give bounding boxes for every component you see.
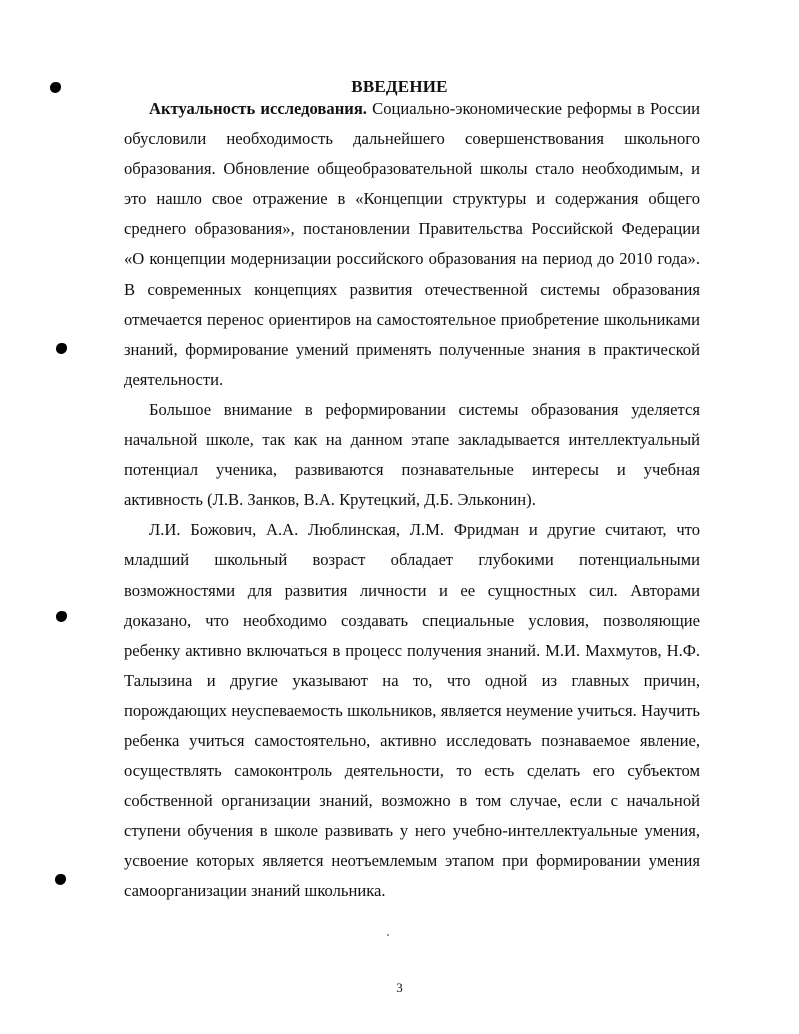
page-number: 3 xyxy=(396,980,403,995)
paragraph-researchers: Л.И. Божович, А.А. Люблинская, Л.М. Фридман и другие считают, что младший школьный возраст обладает глубокими потенциальными возможностями для развития личности и ее сущностных сил. Авторами доказано, что необходимо создавать специальные условия, позволяющие ребенку активно включаться в процесс получения знаний. М.И. Махмутов, Н.Ф. Талызина и другие указывают на то, что одной из главных причин, порождающих неуспеваемость школьников, является неумение учиться. Научить ребенка учиться самостоятельно, активно исследовать познаваемое явление, осуществлять самоконтроль деятельности, то есть сделать его субъектом собственной организации знаний, возможно в том случае, если с начальной ступени обучения в школе развивать у него учебно-интеллектуальные умения, усвоение которых является неотъемлемым этапом при формировании умения самоорганизации знаний школьника. xyxy=(124,520,700,901)
binder-hole-mark xyxy=(55,874,66,885)
paragraph-text: Социально-экономические реформы в России обусловили необходимость дальнейшего совершенствования школьного образования. Обновление общеобразовательной школы стало необходимым, и это нашло свое отражение в «Концепции структуры и содержания общего среднего образования», постановлении Правительства Российской Федерации «О концепции модернизации российского образования на период до 2010 года». В современных концепциях развития отечественной системы образования отмечается перенос ориентиров на самостоятельное приобретение школьниками знаний, формирование умений применять полученные знания в практической деятельности. xyxy=(124,99,700,389)
document-body xyxy=(124,94,700,907)
paragraph-primary-school: Большое внимание в реформировании системы образования уделяется начальной школе, так как на данном этапе закладывается интеллектуальный потенциал ученика, развиваются познавательные интересы и учебная активность (Л.В. Занков, В.А. Крутецкий, Д.Б. Эльконин). xyxy=(124,399,700,510)
paragraph-lead-heading: Актуальность исследования. xyxy=(149,99,367,118)
scan-speck xyxy=(387,934,389,936)
paragraph-relevance xyxy=(124,94,700,395)
binder-hole-mark xyxy=(56,611,67,622)
page-title: ВВЕДЕНИЕ xyxy=(351,77,448,97)
binder-hole-mark xyxy=(56,343,67,354)
